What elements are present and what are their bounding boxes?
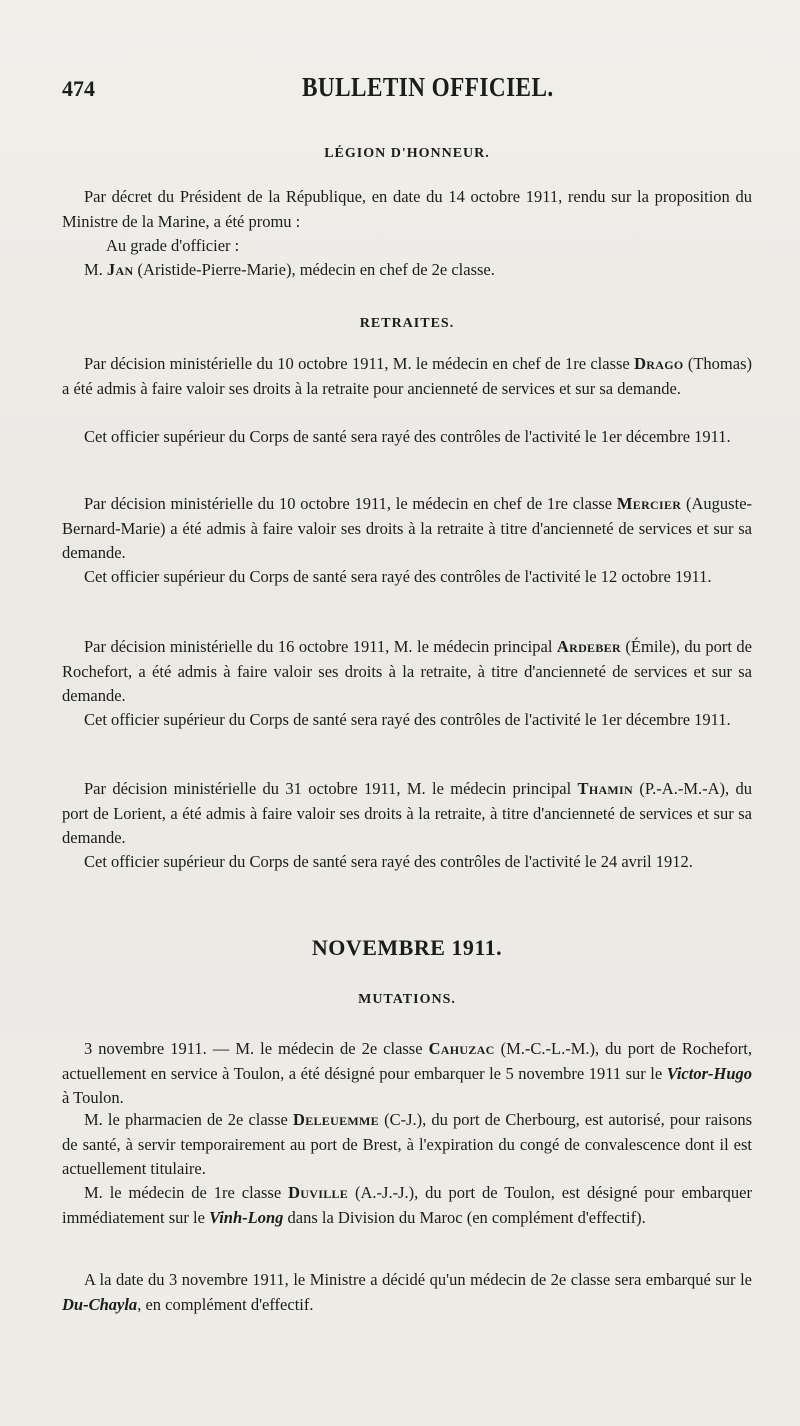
retraite-4-paragraph-1: Par décision ministérielle du 31 octobre 1911, M. le médecin principal Thamin (P.-A.-M.-A), du port de Lorient, a été admis à faire valoir ses droits à la retraite, à titre d'ancienneté de services et sur sa demande.: [62, 779, 753, 847]
retraites-heading: RETRAITES.: [359, 316, 455, 331]
retraite-1-paragraph-1: Par décision ministérielle du 10 octobre 1911, M. le médecin en chef de 1re classe Drago (Thomas) a été admis à faire valoir ses droits à la retraite pour ancienneté de services et sur sa demande.: [62, 354, 752, 398]
legion-paragraph-2: Au grade d'officier :: [106, 236, 240, 255]
retraite-3-paragraph-1: Par décision ministérielle du 16 octobre 1911, M. le médecin principal Ardeber (Émile), du port de Rochefort, a été admis à faire valoir ses droits à la retraite, à titre d'ancienneté de services et sur sa demande.: [62, 637, 753, 705]
mutation-1: 3 novembre 1911. — M. le médecin de 2e classe Cahuzac (M.-C.-L.-M.), du port de Rochefort, actuellement en service à Toulon, a été désigné pour embarquer le 5 novembre 1911 sur le Victor-Hugo à Toulon.: [62, 1039, 752, 1107]
mutations-heading: MUTATIONS.: [358, 992, 456, 1007]
mutation-3: M. le médecin de 1re classe Duville (A.-J.-J.), du port de Toulon, est désigné pour embarquer immédiatement sur le Vinh-Long dans la Division du Maroc (en complément d'effectif).: [62, 1183, 753, 1227]
legion-heading: LÉGION D'HONNEUR.: [324, 146, 490, 161]
bulletin-title: BULLETIN OFFICIEL.: [302, 72, 554, 102]
mutation-4: A la date du 3 novembre 1911, le Ministre a décidé qu'un médecin de 2e classe sera embarqué sur le Du-Chayla, en complément d'effectif.: [62, 1270, 752, 1314]
page-number: 474: [62, 76, 95, 101]
retraite-2-paragraph-1: Par décision ministérielle du 10 octobre 1911, le médecin en chef de 1re classe Mercier (Auguste-Bernard-Marie) a été admis à faire valoir ses droits à la retraite à titre d'ancienneté de services et sur sa demande.: [62, 494, 753, 562]
mutation-2: M. le pharmacien de 2e classe Deleuemme (C-J.), du port de Cherbourg, est autorisé, pour raisons de santé, à servir temporairement au port de Brest, à l'expiration du congé de convalescence dont il est actuellement titulaire.: [62, 1110, 752, 1178]
retraite-2-paragraph-2: Cet officier supérieur du Corps de santé sera rayé des contrôles de l'activité le 12 octobre 1911.: [84, 567, 712, 586]
running-header: [62, 72, 752, 102]
novembre-heading: NOVEMBRE 1911.: [311, 935, 503, 960]
retraite-3-paragraph-2: Cet officier supérieur du Corps de santé sera rayé des contrôles de l'activité le 1er décembre 1911.: [84, 710, 731, 729]
retraite-1-paragraph-2: Cet officier supérieur du Corps de santé sera rayé des contrôles de l'activité le 1er décembre 1911.: [84, 427, 731, 446]
retraite-4-paragraph-2: Cet officier supérieur du Corps de santé sera rayé des contrôles de l'activité le 24 avril 1912.: [84, 852, 693, 871]
legion-paragraph-3: M. Jan (Aristide-Pierre-Marie), médecin en chef de 2e classe.: [84, 260, 495, 279]
legion-paragraph-1: Par décret du Président de la République, en date du 14 octobre 1911, rendu sur la proposition du Ministre de la Marine, a été promu :: [62, 187, 752, 231]
